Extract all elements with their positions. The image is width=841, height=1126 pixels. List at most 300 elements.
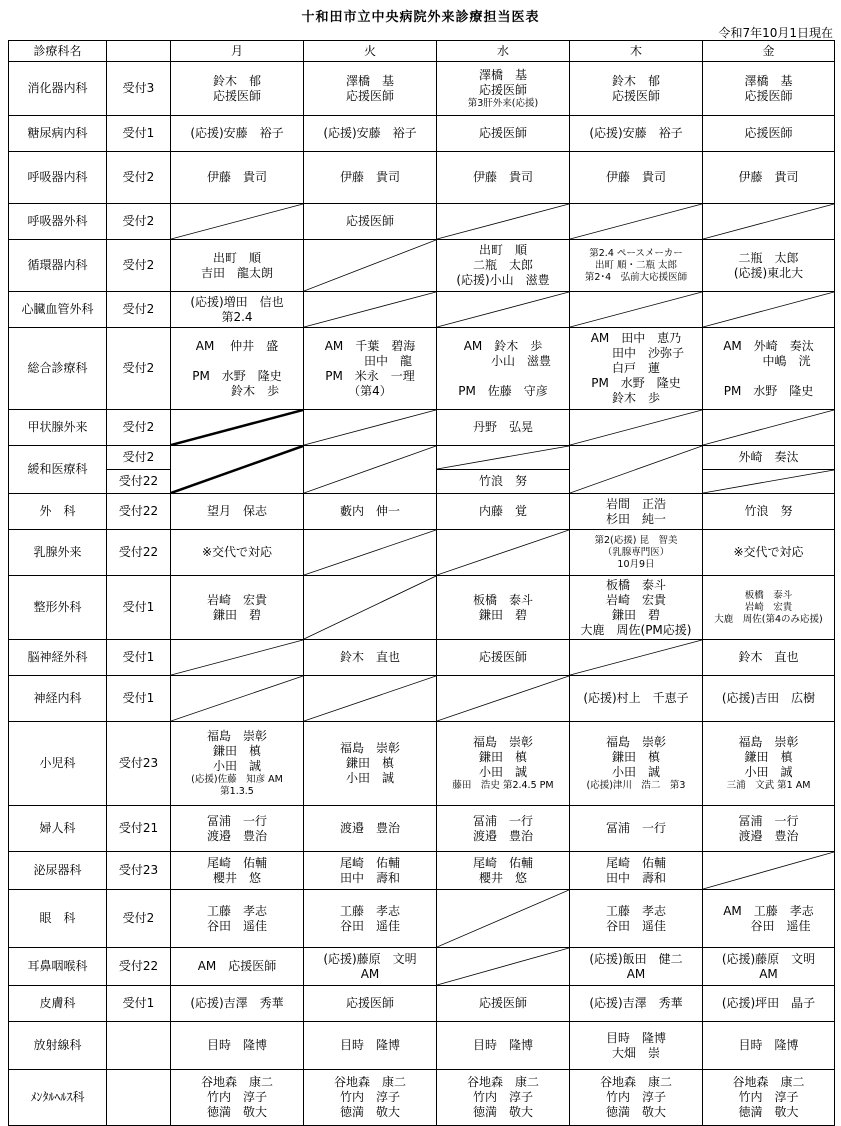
- reception-desk: 受付1: [107, 986, 171, 1022]
- doctor-line: 谷地森 康二: [333, 1075, 406, 1089]
- doctor-list: [171, 295, 303, 325]
- doctor-line: 冨浦 一行: [206, 813, 267, 828]
- reception-desk: 受付1: [107, 640, 171, 676]
- doctor-line: 鎌田 槙: [345, 756, 394, 770]
- cell-thu: [570, 446, 703, 494]
- diagonal-slash: [304, 410, 436, 445]
- doctor-line: 渡邉 豊治: [206, 828, 267, 843]
- diagonal-slash: [437, 530, 569, 575]
- doctor-line: 徳満 敬大: [605, 1105, 666, 1119]
- diagonal-slash: [703, 470, 834, 493]
- doctor-line: 谷田 遥佳: [605, 918, 666, 933]
- doctor-line: 竹内 淳子: [206, 1090, 267, 1104]
- cell-thu: [570, 676, 703, 722]
- doctor-line: 鎌田 槙: [212, 744, 261, 758]
- doctor-line: 三浦 文武 第1 AM: [726, 780, 811, 791]
- table-row: [9, 62, 835, 116]
- doctor-line: PM 水野 隆史: [192, 368, 282, 383]
- doctor-line: 谷地森 康二: [599, 1075, 672, 1089]
- doctor-line: PM 米永 一理: [325, 368, 415, 383]
- reception-desk: 受付22: [107, 530, 171, 576]
- dept-name: 緩和医療科: [9, 446, 107, 494]
- doctor-list: [570, 1075, 702, 1120]
- cell-thu: [570, 722, 703, 806]
- cell-wed: [437, 890, 570, 948]
- doctor-list: [304, 126, 436, 141]
- table-row: [9, 806, 835, 852]
- diagonal-slash: [570, 446, 702, 493]
- cell-fri: [703, 640, 835, 676]
- header-mon: 月: [171, 41, 304, 62]
- diagonal-slash: [304, 530, 436, 575]
- doctor-line: 大畑 崇: [611, 1045, 660, 1060]
- doctor-line: 鎌田 碧: [611, 607, 660, 622]
- doctor-line: （乳腺専門医）: [602, 546, 670, 558]
- doctor-list: [304, 1038, 436, 1053]
- doctor-line: 鎌田 碧: [212, 607, 261, 622]
- cell-mon: [171, 152, 304, 204]
- cell-fri: [703, 446, 835, 470]
- doctor-list: [437, 650, 569, 665]
- cell-wed: [437, 116, 570, 152]
- doctor-line: 応援医師: [345, 214, 394, 228]
- doctor-line: 板橋 泰斗: [472, 592, 533, 607]
- doctor-line: 竹内 淳子: [339, 1090, 400, 1104]
- cell-thu: [570, 62, 703, 116]
- page-title: 十和田市立中央病院外来診療担当医表: [301, 10, 540, 25]
- reception-desk: [107, 1022, 171, 1070]
- doctor-list: [703, 170, 834, 185]
- table-row: [9, 1070, 835, 1126]
- table-row: [9, 676, 835, 722]
- dept-name: 皮膚科: [9, 986, 107, 1022]
- doctor-line: [171, 354, 303, 369]
- doctor-list: [304, 904, 436, 934]
- doctor-list: [570, 996, 702, 1011]
- doctor-line: 谷田 遥佳: [206, 918, 267, 933]
- doctor-list: [570, 735, 702, 792]
- diagonal-slash: [437, 204, 569, 239]
- doctor-line: 谷地森 康二: [200, 1075, 273, 1089]
- doctor-line: (応援)安藤 裕子: [589, 126, 683, 140]
- doctor-line: 工藤 孝志: [206, 903, 267, 918]
- cell-wed: [437, 62, 570, 116]
- doctor-line: (応援)飯田 健二: [589, 951, 683, 966]
- doctor-line: 応援医師: [744, 88, 793, 103]
- doctor-line: AM: [759, 966, 778, 981]
- table-row: [9, 576, 835, 640]
- dept-name: 整形外科: [9, 576, 107, 640]
- cell-wed: [437, 640, 570, 676]
- doctor-list: [437, 996, 569, 1011]
- header-reception: [107, 41, 171, 62]
- doctor-line: 二瓶 太郎: [738, 250, 799, 265]
- header-fri: 金: [703, 41, 835, 62]
- doctor-line: 渡邉 豊治: [738, 828, 799, 843]
- doctor-line: 渡邉 豊治: [472, 828, 533, 843]
- doctor-list: [171, 814, 303, 844]
- doctor-line: 応援医師: [345, 996, 394, 1010]
- doctor-line: 徳満 敬大: [472, 1105, 533, 1119]
- doctor-line: 伊藤 貴司: [738, 170, 799, 184]
- cell-fri: [703, 410, 835, 446]
- doctor-line: 鎌田 槙: [478, 750, 527, 764]
- doctor-line: 尾崎 佑輔: [605, 855, 666, 870]
- cell-mon: [171, 494, 304, 530]
- dept-name: 脳神経外科: [9, 640, 107, 676]
- schedule-body: [9, 62, 835, 1126]
- reception-desk: 受付1: [107, 116, 171, 152]
- cell-wed: [437, 292, 570, 328]
- header-thu: 木: [570, 41, 703, 62]
- table-row: [9, 116, 835, 152]
- dept-name: 耳鼻咽喉科: [9, 948, 107, 986]
- doctor-line: 鈴木 歩: [611, 391, 660, 405]
- cell-fri: [703, 948, 835, 986]
- doctor-line: (応援)津川 浩二 第3: [586, 780, 686, 791]
- header-tue: 火: [304, 41, 437, 62]
- doctor-line: (応援)佐藤 知彦 AM: [191, 774, 283, 785]
- table-row: [9, 530, 835, 576]
- table-row: [9, 292, 835, 328]
- cell-mon: [171, 986, 304, 1022]
- cell-tue: [304, 204, 437, 240]
- cell-fri: [703, 1070, 835, 1126]
- reception-desk: 受付2: [107, 152, 171, 204]
- doctor-list: [570, 248, 702, 284]
- doctor-line: PM 水野 隆史: [591, 376, 681, 390]
- diagonal-slash: [437, 948, 569, 985]
- diagonal-slash: [703, 292, 834, 327]
- reception-desk: 受付1: [107, 676, 171, 722]
- doctor-line: 第2(応援) 昆 智美: [594, 534, 678, 546]
- dept-name: 呼吸器外科: [9, 204, 107, 240]
- doctor-line: AM 千葉 碧海: [324, 338, 416, 353]
- doctor-line: AM: [360, 966, 380, 981]
- cell-wed: [437, 530, 570, 576]
- cell-tue: [304, 722, 437, 806]
- doctor-line: 竹内 淳子: [605, 1090, 666, 1104]
- cell-mon: [171, 410, 304, 446]
- doctor-line: 大鹿 周佐(PM応援): [580, 622, 692, 637]
- diagonal-slash: [171, 410, 303, 445]
- doctor-list: [171, 170, 303, 185]
- cell-fri: [703, 676, 835, 722]
- cell-fri: [703, 576, 835, 640]
- cell-wed: [437, 986, 570, 1022]
- dept-name: 小児科: [9, 722, 107, 806]
- doctor-line: 澤橋 基: [345, 73, 394, 88]
- doctor-line: 田中 壽和: [605, 870, 666, 885]
- doctor-line: 鎌田 槙: [611, 750, 660, 764]
- doctor-line: 外崎 奏汰: [738, 450, 799, 464]
- doctor-line: 渡邉 豊治: [339, 821, 400, 835]
- doctor-line: 小田 誠: [611, 765, 660, 779]
- cell-tue: [304, 494, 437, 530]
- doctor-list: [437, 504, 569, 519]
- doctor-list: [171, 856, 303, 886]
- doctor-list: [437, 856, 569, 886]
- doctor-line: 第2･4 弘前大応援医師: [584, 271, 688, 283]
- doctor-list: [703, 1038, 834, 1053]
- doctor-line: 竹浪 努: [744, 504, 793, 518]
- doctor-list: [171, 126, 303, 141]
- doctor-line: 小田 誠: [345, 771, 394, 785]
- doctor-list: [304, 856, 436, 886]
- doctor-line: PM 水野 隆史: [723, 383, 814, 398]
- doctor-list: [570, 331, 702, 406]
- reception-desk: 受付21: [107, 806, 171, 852]
- doctor-list: [171, 593, 303, 623]
- doctor-line: (応援)吉澤 秀華: [190, 996, 284, 1010]
- reception-desk: 受付2: [107, 328, 171, 410]
- doctor-line: 第1.3.5: [220, 786, 254, 797]
- doctor-list: [171, 904, 303, 934]
- doctor-line: 伊藤 貴司: [605, 170, 666, 184]
- doctor-list: [570, 856, 702, 886]
- doctor-list: [304, 996, 436, 1011]
- cell-tue: [304, 806, 437, 852]
- doctor-line: 杉田 純一: [605, 511, 666, 526]
- doctor-list: [171, 1038, 303, 1053]
- doctor-line: 冨浦 一行: [472, 813, 533, 828]
- doctor-list: [703, 590, 834, 626]
- doctor-line: [437, 369, 569, 384]
- doctor-list: [703, 904, 834, 934]
- dept-name: ﾒﾝﾀﾙﾍﾙｽ科: [9, 1070, 107, 1126]
- doctor-line: 冨浦 一行: [605, 821, 666, 835]
- doctor-line: 吉田 龍太朗: [200, 265, 273, 280]
- diagonal-slash: [570, 640, 702, 675]
- doctor-line: [703, 369, 834, 384]
- doctor-line: 板橋 泰斗: [744, 589, 793, 601]
- doctor-line: AM 鈴木 歩: [463, 338, 543, 353]
- table-row: [9, 640, 835, 676]
- table-row: [9, 852, 835, 890]
- doctor-line: AM: [626, 966, 646, 981]
- diagonal-slash: [304, 576, 436, 639]
- doctor-line: 応援医師: [212, 88, 261, 103]
- doctor-list: [570, 1031, 702, 1061]
- dept-name: 外 科: [9, 494, 107, 530]
- doctor-line: ※交代で対応: [201, 545, 273, 559]
- doctor-line: 鈴木 郁: [611, 73, 660, 88]
- doctor-line: 竹内 淳子: [738, 1090, 799, 1104]
- table-row: [9, 494, 835, 530]
- cell-wed: [437, 494, 570, 530]
- cell-fri: [703, 722, 835, 806]
- doctor-list: [703, 996, 834, 1011]
- diagonal-slash: [171, 204, 303, 239]
- cell-fri: [703, 986, 835, 1022]
- doctor-list: [570, 74, 702, 104]
- doctor-line: 出町 順・二瓶 太郎: [594, 259, 678, 271]
- cell-wed: [437, 676, 570, 722]
- doctor-list: [570, 904, 702, 934]
- doctor-line: 田中 沙弥子: [587, 346, 684, 360]
- table-row: [9, 328, 835, 410]
- cell-tue: [304, 676, 437, 722]
- doctor-line: 尾崎 佑輔: [206, 855, 267, 870]
- reception-desk: 受付23: [107, 722, 171, 806]
- cell-wed: [437, 152, 570, 204]
- dept-name: 糖尿病内科: [9, 116, 107, 152]
- cell-tue: [304, 116, 437, 152]
- cell-tue: [304, 240, 437, 292]
- table-row: [9, 890, 835, 948]
- doctor-line: 伊藤 貴司: [206, 170, 267, 184]
- doctor-line: 中嶋 洸: [726, 353, 811, 368]
- doctor-line: 大鹿 周佐(第4のみ応援): [714, 613, 823, 625]
- doctor-line: 岩間 正浩: [605, 496, 666, 511]
- reception-desk: 受付2: [107, 410, 171, 446]
- doctor-list: [304, 952, 436, 982]
- doctor-line: 丹野 弘晃: [472, 420, 533, 434]
- doctor-line: 応援医師: [345, 88, 394, 103]
- cell-mon: [171, 806, 304, 852]
- cell-mon: [171, 1022, 304, 1070]
- doctor-line: (応援)小山 滋豊: [456, 273, 550, 287]
- diagonal-slash: [437, 890, 569, 947]
- doctor-line: 目時 隆博: [472, 1038, 533, 1052]
- doctor-list: [437, 170, 569, 185]
- diagonal-slash: [437, 446, 569, 469]
- cell-tue: [304, 1022, 437, 1070]
- cell-mon: [171, 292, 304, 328]
- doctor-line: 応援医師: [478, 126, 527, 140]
- doctor-list: [304, 650, 436, 665]
- dept-name: 乳腺外来: [9, 530, 107, 576]
- doctor-list: [703, 251, 834, 281]
- doctor-list: [304, 741, 436, 786]
- doctor-line: 田中 壽和: [339, 870, 400, 885]
- doctor-line: 谷田 遥佳: [339, 918, 400, 933]
- doctor-list: [570, 535, 702, 571]
- doctor-line: 谷地森 康二: [466, 1075, 539, 1089]
- reception-desk: 受付22: [107, 948, 171, 986]
- cell-thu: [570, 328, 703, 410]
- cell-tue: [304, 292, 437, 328]
- doctor-line: 伊藤 貴司: [472, 170, 533, 184]
- cell-thu: [570, 986, 703, 1022]
- diagonal-slash: [171, 676, 303, 721]
- doctor-list: [570, 952, 702, 982]
- doctor-line: (応援)藤原 文明: [323, 951, 417, 966]
- cell-wed: [437, 204, 570, 240]
- dept-name: 婦人科: [9, 806, 107, 852]
- cell-tue: [304, 948, 437, 986]
- reception-desk: 受付2: [107, 240, 171, 292]
- doctor-line: ※交代で対応: [733, 545, 804, 559]
- cell-fri: [703, 116, 835, 152]
- diagonal-slash: [570, 292, 702, 327]
- cell-mon: [171, 948, 304, 986]
- table-row: [9, 722, 835, 806]
- cell-thu: [570, 852, 703, 890]
- doctor-list: [304, 74, 436, 104]
- cell-wed: [437, 328, 570, 410]
- doctor-list: [171, 504, 303, 519]
- doctor-list: [437, 593, 569, 623]
- doctor-line: 目時 隆博: [339, 1038, 400, 1052]
- doctor-line: 応援医師: [478, 996, 527, 1010]
- table-row: [9, 204, 835, 240]
- cell-tue: [304, 152, 437, 204]
- as-of-date: 令和7年10月1日現在: [718, 26, 833, 40]
- doctor-line: 応援医師: [744, 126, 793, 140]
- diagonal-slash: [304, 292, 436, 327]
- cell-tue: [304, 62, 437, 116]
- doctor-list: [437, 1038, 569, 1053]
- diagonal-slash: [437, 292, 569, 327]
- doctor-line: 内藤 覚: [478, 504, 527, 518]
- doctor-line: 岩崎 宏貴: [744, 601, 793, 613]
- diagonal-slash: [703, 852, 834, 889]
- cell-fri: [703, 1022, 835, 1070]
- cell-fri: [703, 240, 835, 292]
- doctor-line: 澤橋 基: [744, 73, 793, 88]
- doctor-line: 小山 滋豊: [454, 353, 551, 368]
- cell-fri: [703, 470, 835, 494]
- doctor-list: [703, 74, 834, 104]
- doctor-list: [703, 735, 834, 792]
- cell-tue: [304, 410, 437, 446]
- doctor-line: 尾崎 佑輔: [339, 855, 400, 870]
- doctor-list: [171, 959, 303, 974]
- doctor-list: [703, 814, 834, 844]
- dept-name: 総合診療科: [9, 328, 107, 410]
- cell-wed: [437, 470, 570, 494]
- doctor-line: 目時 隆博: [605, 1030, 666, 1045]
- doctor-line: 第2.4: [221, 309, 253, 324]
- diagonal-slash: [570, 410, 702, 445]
- doctor-line: 竹内 淳子: [472, 1090, 533, 1104]
- cell-wed: [437, 1022, 570, 1070]
- doctor-list: [437, 339, 569, 399]
- doctor-list: [703, 1075, 834, 1120]
- doctor-list: [703, 339, 834, 399]
- doctor-line: 小田 誠: [478, 765, 527, 779]
- cell-thu: [570, 494, 703, 530]
- cell-fri: [703, 494, 835, 530]
- cell-fri: [703, 328, 835, 410]
- doctor-line: 出町 順: [212, 250, 261, 265]
- cell-tue: [304, 530, 437, 576]
- cell-thu: [570, 530, 703, 576]
- doctor-list: [171, 74, 303, 104]
- doctor-line: 目時 隆博: [206, 1038, 267, 1052]
- doctor-list: [703, 126, 834, 141]
- dept-name: 神経内科: [9, 676, 107, 722]
- doctor-line: 福島 崇彰: [472, 735, 533, 749]
- doctor-line: 小田 誠: [744, 765, 793, 779]
- table-row: [9, 152, 835, 204]
- reception-desk: 受付2: [107, 292, 171, 328]
- doctor-line: (応援)吉田 広樹: [721, 691, 816, 705]
- cell-fri: [703, 852, 835, 890]
- cell-thu: [570, 116, 703, 152]
- cell-thu: [570, 576, 703, 640]
- doctor-line: 応援医師: [478, 650, 527, 664]
- cell-thu: [570, 948, 703, 986]
- doctor-line: 岩崎 宏貴: [206, 592, 267, 607]
- reception-desk: 受付22: [107, 494, 171, 530]
- doctor-line: 福島 崇彰: [605, 735, 666, 749]
- cell-tue: [304, 576, 437, 640]
- doctor-line: AM 仲井 盛: [195, 338, 279, 353]
- doctor-list: [304, 170, 436, 185]
- doctor-list: [437, 68, 569, 110]
